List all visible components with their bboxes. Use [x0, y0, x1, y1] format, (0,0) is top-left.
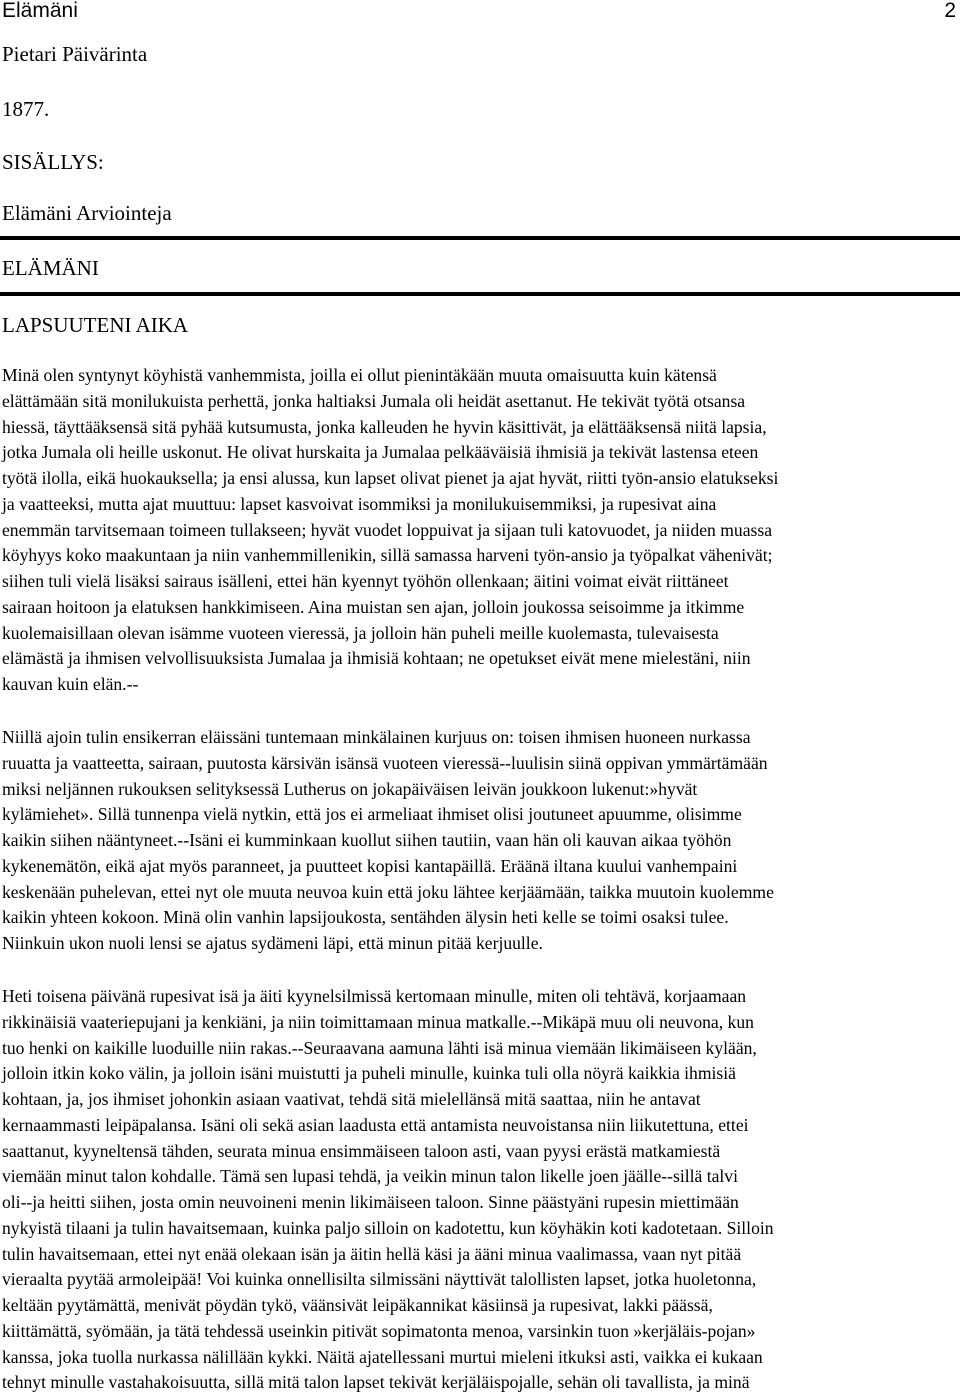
book-title: Elämäni — [2, 0, 78, 22]
publication-year: 1877. — [2, 97, 50, 121]
text-line: tuo henki on kaikille luoduille niin rakas.--Seuraavana aamuna lähti isä minua viemään likimäiseen kylään, — [2, 1037, 757, 1058]
text-line: rikkinäisiä vaateriepujani ja kenkiäni, ja niin toimittamaan minua matkalle.--Mikäpä muu oli neuvona, kun — [2, 1011, 754, 1032]
text-line: Niillä ajoin tulin ensikerran eläissäni tuntemaan minkälainen kurjuus on: toisen ihmisen huoneen nurkassa — [2, 727, 751, 747]
text-line: kylämiehet». Sillä tunnenpa vielä nytkin, että jos ei armeliaat ihmiset olisi joutuneet apuumme, olisimme — [2, 804, 742, 825]
text-line: enemmän tarvitsemaan toimeen tullakseen; hyvät vuodet loppuivat ja sijaan tuli katovuodet, ja niiden muassa — [2, 519, 773, 540]
text-line: sairaan hoitoon ja elatuksen hankkimiseen. Aina muistan sen ajan, jolloin joukossa seisoimme ja itkimme — [2, 596, 745, 617]
text-line: työtä ilolla, eikä huokauksella; ja ensi alussa, kun lapset olivat pienet ja ajat hyvät, riitti työn-ansio elatukseksi — [2, 468, 779, 488]
text-line: kuolemaisillaan olevan isämme vuoteen vieressä, ja jolloin hän puheli meille kuolemasta, tulevaisesta — [2, 622, 719, 643]
text-line: nykyistä tilaani ja tulin havaitsemaan, kuinka paljo silloin on kadotettu, kun köyhäkin koti kadotetaan. Silloin — [2, 1217, 774, 1238]
text-line: kaikin siihen nääntyneet.--Isäni ei kumminkaan kuollut siihen tautiin, vaan hän oli kauvan aikaa työhön — [2, 830, 732, 850]
text-line: köyhyys koko maakuntaan ja niin vanhemmillenikin, sillä samassa harveni työn-ansio ja työpalkat vähenivät; — [2, 545, 773, 566]
divider — [0, 236, 960, 240]
text-line: Niinkuin ukon nuoli lensi se ajatus sydämeni läpi, että minun pitää kerjuulle. — [2, 933, 543, 953]
page-number: 2 — [944, 0, 956, 22]
contents-items: Elämäni Arviointeja — [2, 201, 172, 225]
text-line: elämästä ja ihmisen velvollisuuksista Jumalaa ja ihmisiä kohtaan; ne opetukset eivät mene mielestäni, niin — [2, 648, 751, 669]
text-line: kykenemätön, eikä ajat myös paranneet, ja puutteet kopisi kantapäillä. Eräänä iltana kuului vanhempaini — [2, 855, 738, 876]
text-line: oli--ja heitti siihen, josta omin neuvoineni menin likimäiseen taloon. Sinne päästyäni rupesin miettimään — [2, 1192, 739, 1212]
divider — [0, 292, 960, 296]
text-line: kernaammasti leipäpalansa. Isäni oli sekä asian laadusta että antamista neuvoistansa niin liikutettuna, ettei — [2, 1114, 749, 1135]
paragraph — [2, 725, 952, 957]
text-line: ruuatta ja vaatteetta, sairaan, puutosta kärsivän isänsä vuoteen vieressä--luulisin siinä oppivan ymmärtämään — [2, 752, 768, 773]
text-line: vieraalta pyytää armoleipää! Voi kuinka onnellisilta silmissäni näyttivät talollisten lapset, jotka huoletonna, — [2, 1269, 757, 1290]
text-line: siihen tuli vielä lisäksi sairaus isälleni, ettei hän kyennyt työhön ollenkaan; äitini voimat eivät riittäneet — [2, 571, 729, 591]
text-line: kauvan kuin elän.-- — [2, 674, 139, 694]
text-line: ja vaatteeksi, mutta ajat muuttuu: lapset kasvoivat isommiksi ja monilukuisemmiksi, ja rupesivat aina — [2, 493, 717, 514]
text-line: saattanut, kyyneltensä tähden, seurata minua ensimmäiseen taloon asti, vaan pyysi erästä matkamiestä — [2, 1140, 721, 1161]
text-line: jolloin itkin koko välin, ja jolloin isäni muistutti ja puheli minulle, kuinka tuli olla nöyrä kaikkia ihmisiä — [2, 1063, 736, 1084]
text-line: tehnyt minulle vastahakoisuutta, sillä mitä talon lapset tekivät kerjäläispojalle, sehän oli tavallista, ja minä — [2, 1372, 750, 1393]
text-line: elättämään sitä monilukuista perhettä, jonka haltiaksi Jumala oli heidät asettanut. He tekivät työtä otsansa — [2, 390, 746, 411]
text-line: kanssa, joka tuolla nurkassa nälillään kykki. Näitä ajatellessani murtui mieleni itkuksi asti, vaikka ei kukaan — [2, 1346, 763, 1367]
text-line: kiittämättä, syömään, ja tätä tehdessä useinkin pitivät sopimatonta menoa, varsinkin tuon »kerjäläis-pojan» — [2, 1320, 756, 1341]
page-header — [0, 0, 960, 22]
text-line: miksi neljännen rukouksen selityksessä Lutherus on jokapäiväisen leivän joukkoon lukenut:»hyvät — [2, 778, 698, 799]
paragraph — [2, 984, 952, 1396]
text-line: keltään pyytämättä, menivät pöydän tykö, väänsivät leipäkannikat käsiinsä ja rupesivat, lakki päässä, — [2, 1295, 713, 1315]
text-line: Minä olen syntynyt köyhistä vanhemmista, joilla ei ollut pienintäkään muuta omaisuutta kuin kätensä — [2, 365, 717, 385]
text-line: tulin havaitsemaan, ettei nyt enää olekaan isän ja äitin hellä käsi ja ääni minua vaalimassa, vaan nyt pitää — [2, 1243, 742, 1264]
section-title: ELÄMÄNI — [2, 256, 99, 280]
contents-heading: SISÄLLYS: — [2, 150, 104, 174]
text-line: kaikin yhteen kokoon. Minä olin vanhin lapsijoukosta, sentähden älysin heti kelle se toimi osaksi tulee. — [2, 907, 729, 928]
text-line: keskenään puhelevan, ettei nyt ole muuta neuvoa kuin että joku lähtee kerjäämään, taikka muutoin kuolemme — [2, 881, 774, 902]
text-line: Heti toisena päivänä rupesivat isä ja äiti kyynelsilmissä kertomaan minulle, miten oli tehtävä, korjaamaan — [2, 986, 747, 1006]
text-line: kohtaan, ja, jos ihmiset johonkin asiaan vaativat, tehdä sitä mielellänsä mitä saattaa, niin he antavat — [2, 1089, 701, 1109]
chapter-title: LAPSUUTENI AIKA — [2, 313, 189, 337]
paragraph — [2, 363, 952, 698]
text-line: jotka Jumala oli heille uskonut. He olivat hurskaita ja Jumalaa pelkääväisiä ihmisiä ja tekivät lastensa eteen — [2, 442, 759, 463]
author-name: Pietari Päivärinta — [2, 42, 148, 66]
text-line: hiessä, täyttääksensä sitä pyhää kutsumusta, jonka kalleuden he hyvin käsittivät, ja elättääksensä niitä lapsia, — [2, 416, 767, 437]
text-line: viemään minut talon kohdalle. Tämä sen lupasi tehdä, ja veikin minun talon likelle joen jäälle--sillä talvi — [2, 1166, 738, 1187]
